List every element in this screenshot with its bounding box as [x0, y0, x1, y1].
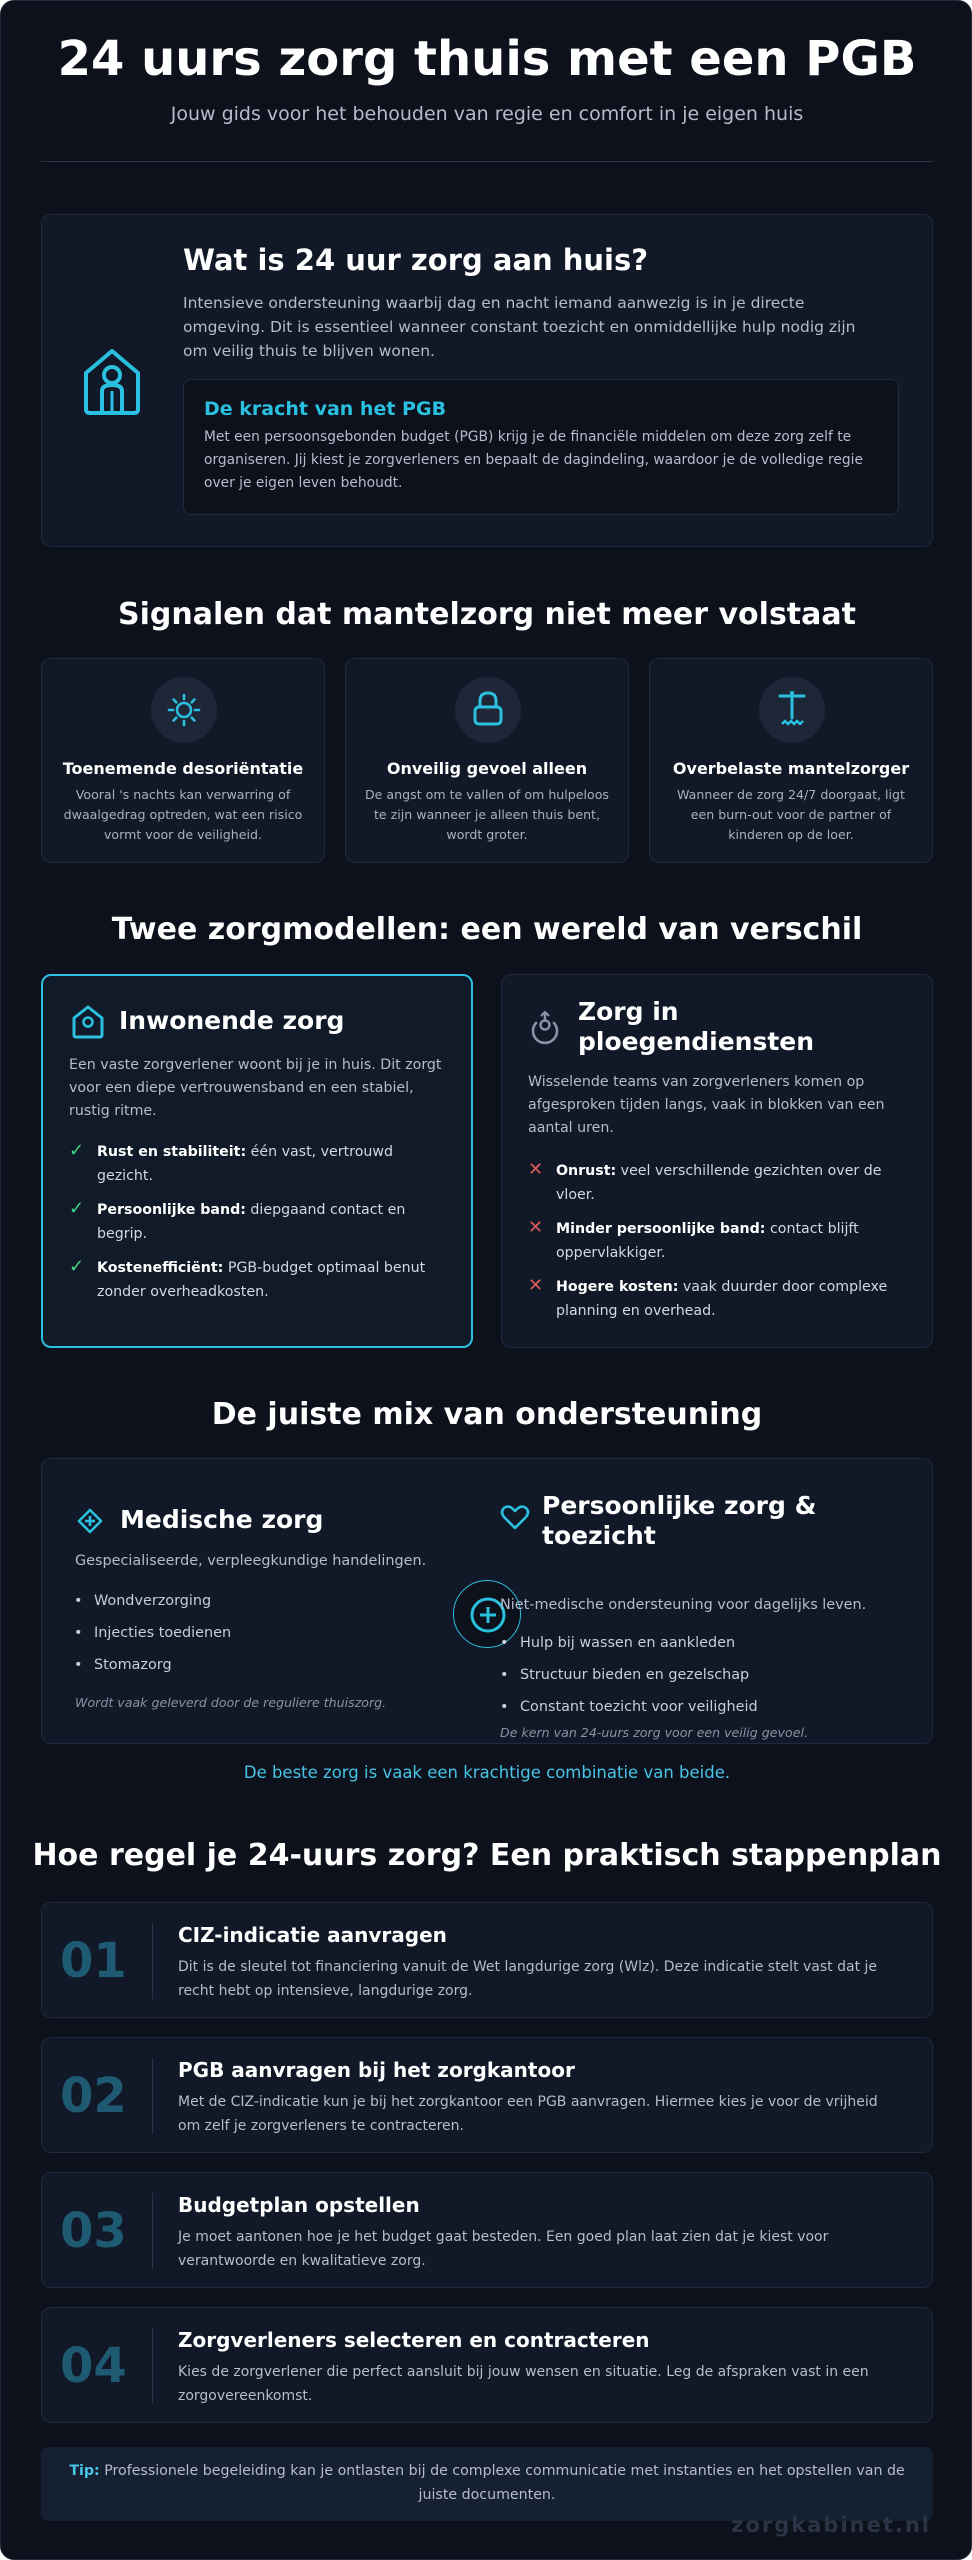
header-divider: [41, 161, 933, 162]
rotation-icon: [528, 1011, 562, 1047]
intro-text: Intensieve ondersteuning waarbij dag en nacht iemand aanwezig is in je directe omgeving. Dit is essentieel wanneer constant toezicht en onmiddellijke hulp nodig zijn om veilig thuis te blijven wonen.: [183, 294, 856, 360]
mix-medisch-note: Wordt vaak geleverd door de reguliere thuiszorg.: [75, 1695, 387, 1710]
model-title: Zorg in ploegendiensten: [578, 997, 815, 1056]
model-text: Wisselende teams van zorgverleners komen op afgesproken tijden langs, vaak in blokken van een aantal uren.: [528, 1074, 885, 1136]
step-title: Zorgverleners selecteren en contracteren: [178, 2328, 650, 2352]
check-icon: ✓: [69, 1140, 85, 1161]
tip-box: [41, 2447, 933, 2521]
signal-card-desorientatie: [41, 658, 325, 863]
signal-text: De angst om te vallen of om hulpeloos te zijn wanneer je alleen thuis bent, wordt groter.: [364, 787, 609, 842]
tip-label: Tip:: [69, 2463, 100, 2479]
signal-text: Vooral 's nachts kan verwarring of dwaalgedrag optreden, wat een risico vormt voor de veiligheid.: [63, 787, 303, 842]
signal-text: Wanneer de zorg 24/7 doorgaat, ligt een burn-out voor de partner of kinderen op de loer.: [677, 787, 905, 842]
signal-title: Overbelaste mantelzorger: [672, 759, 910, 778]
cross-icon: ✕: [528, 1275, 544, 1296]
step-divider: [152, 2193, 153, 2269]
step-card: [41, 2172, 933, 2288]
mix-persoonlijk-title: Persoonlijke zorg & toezicht: [542, 1491, 817, 1550]
step-divider: [152, 2328, 153, 2404]
step-number: 01: [60, 1933, 127, 1989]
pgb-text: Met een persoonsgebonden budget (PGB) krijg je de financiële middelen om deze zorg zelf te organiseren. Jij kiest je zorgverleners en bepaalt de dagindeling, waardoor je de volledige regie over je eigen leven behoudt.: [204, 429, 863, 491]
signal-title: Toenemende desoriëntatie: [62, 759, 304, 778]
list-item: • Wondverzorging: [94, 1593, 211, 1609]
step-number: 04: [60, 2338, 127, 2394]
model-text: Een vaste zorgverlener woont bij je in huis. Dit zorgt voor een diepe vertrouwensband en een stabiel, rustig ritme.: [69, 1057, 442, 1119]
check-icon: ✓: [69, 1198, 85, 1219]
model-bullet: Persoonlijke band: diepgaand contact en begrip.: [97, 1202, 406, 1242]
signal-card-onveilig: [345, 658, 629, 863]
step-number: 02: [60, 2068, 127, 2124]
page-subtitle: Jouw gids voor het behouden van regie en comfort in je eigen huis: [170, 103, 804, 125]
page-title: 24 uurs zorg thuis met een PGB: [57, 31, 917, 87]
step-text: Dit is de sleutel tot financiering vanuit de Wet langdurige zorg (Wlz). Deze indicatie stelt vast dat je recht hebt op intensieve, langdurige zorg.: [178, 1959, 878, 1999]
list-item: • Hulp bij wassen en aankleden: [520, 1635, 735, 1651]
models-title: Twee zorgmodellen: een wereld van verschil: [111, 912, 863, 947]
step-card: [41, 2307, 933, 2423]
step-text: Met de CIZ-indicatie kun je bij het zorgkantoor een PGB aanvragen. Hiermee kies je voor de vrijheid om zelf je zorgverleners te contracteren.: [178, 2094, 878, 2134]
mix-title: De juiste mix van ondersteuning: [211, 1397, 763, 1432]
house-person-icon: [80, 345, 144, 417]
step-divider: [152, 1923, 153, 1999]
step-number: 03: [60, 2203, 127, 2259]
plus-circle-icon: [453, 1580, 521, 1648]
mix-medisch-text: Gespecialiseerde, verpleegkundige handelingen.: [75, 1553, 427, 1569]
sun-confusion-icon: [166, 692, 202, 728]
step-text: Je moet aantonen hoe je het budget gaat besteden. Een goed plan laat zien dat je kiest voor verantwoorde en kwalitatieve zorg.: [178, 2229, 829, 2269]
model-card-inwonend: [41, 974, 473, 1348]
step-divider: [152, 2058, 153, 2134]
model-bullet: Kostenefficiënt: PGB-budget optimaal benut zonder overheadkosten.: [97, 1260, 426, 1300]
list-item: • Constant toezicht voor veiligheid: [520, 1699, 758, 1715]
signal-icon-circle: [151, 677, 217, 743]
model-bullet: Onrust: veel verschillende gezichten over de vloer.: [556, 1163, 882, 1203]
check-icon: ✓: [69, 1256, 85, 1277]
model-bullet: Rust en stabiliteit: één vast, vertrouwd gezicht.: [97, 1144, 393, 1184]
cross-icon: ✕: [528, 1217, 544, 1238]
home-icon: [71, 1004, 105, 1040]
mix-card: [41, 1458, 933, 1744]
step-title: CIZ-indicatie aanvragen: [178, 1923, 447, 1947]
intro-title: Wat is 24 uur zorg aan huis?: [183, 243, 649, 277]
signal-title: Onveilig gevoel alleen: [386, 759, 588, 778]
mix-medisch-title: Medische zorg: [120, 1505, 324, 1534]
step-card: [41, 1902, 933, 2018]
lock-icon: [472, 690, 504, 728]
candle-burnout-icon: [774, 690, 810, 730]
step-card: [41, 2037, 933, 2153]
mix-persoonlijk-note: De kern van 24-uurs zorg voor een veilig gevoel.: [500, 1725, 808, 1740]
medical-plus-icon: [76, 1507, 104, 1535]
model-title: Inwonende zorg: [119, 1006, 345, 1035]
tip-text: Professionele begeleiding kan je ontlasten bij de complexe communicatie met instanties en het opstellen van de juiste documenten.: [99, 2463, 905, 2503]
signals-title: Signalen dat mantelzorg niet meer volstaat: [118, 597, 856, 632]
model-card-ploegendiensten: [501, 974, 933, 1348]
heart-icon: [500, 1503, 530, 1531]
list-item: • Injecties toedienen: [94, 1625, 231, 1641]
pgb-box: [183, 379, 899, 515]
list-item: • Structuur bieden en gezelschap: [520, 1667, 749, 1683]
list-item: • Stomazorg: [94, 1657, 172, 1673]
model-bullet: Minder persoonlijke band: contact blijft oppervlakkiger.: [556, 1221, 859, 1261]
signal-icon-circle: [759, 677, 825, 743]
step-title: Budgetplan opstellen: [178, 2193, 420, 2217]
mix-footer: De beste zorg is vaak een krachtige combinatie van beide.: [243, 1763, 731, 1782]
brand-watermark: zorgkabinet.nl: [731, 2513, 931, 2537]
mix-persoonlijk-text: Niet-medische ondersteuning voor dagelijks leven.: [500, 1597, 867, 1613]
pgb-title: De kracht van het PGB: [204, 398, 447, 420]
step-text: Kies de zorgverlener die perfect aansluit bij jouw wensen en situatie. Leg de afspraken vast in een zorgovereenkomst.: [178, 2364, 869, 2404]
signal-card-overbelast: [649, 658, 933, 863]
model-bullet: Hogere kosten: vaak duurder door complexe planning en overhead.: [556, 1279, 888, 1319]
cross-icon: ✕: [528, 1159, 544, 1180]
steps-title: Hoe regel je 24-uurs zorg? Een praktisch stappenplan: [32, 1838, 942, 1873]
signal-icon-circle: [455, 677, 521, 743]
step-title: PGB aanvragen bij het zorgkantoor: [178, 2058, 575, 2082]
